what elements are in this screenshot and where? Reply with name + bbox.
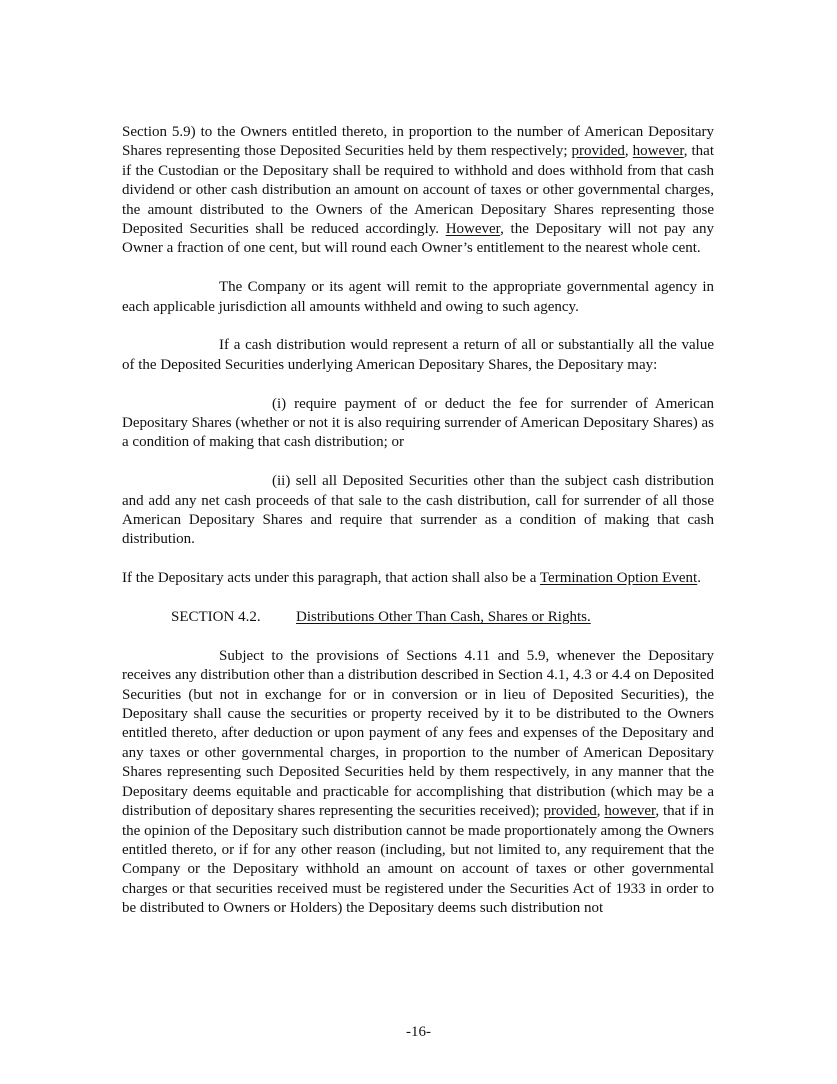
text-run: .: [697, 570, 701, 587]
text-run: If the Depositary acts under this paragraph, that action shall also be a: [122, 570, 540, 587]
underlined-provided: provided: [543, 803, 597, 820]
text-run: ,: [596, 803, 605, 820]
text-run: , that if the Custodian or the Depositary shall be required to withhold and does withhold from that cash dividend or other cash distribution an amount on account of taxes or other governmental charges, the amount distributed to the Owners of the American Depositary Shares representing those Deposited Securities shall be reduced accordingly.: [122, 143, 714, 238]
text-run: ,: [624, 143, 633, 160]
document-page: [122, 123, 714, 938]
paragraph-remit-withheld: The Company or its agent will remit to the appropriate governmental agency in each applicable jurisdiction all amounts withheld and owing to such agency.: [122, 279, 714, 315]
paragraph-clause-ii: (ii) sell all Deposited Securities other than the subject cash distribution and add any net cash proceeds of that sale to the cash distribution, call for surrender of all those American Depositary Shares and require that surrender as a condition of making that cash distribution.: [122, 473, 714, 548]
section-number: SECTION 4.2.: [171, 609, 261, 626]
paragraph-cash-distribution-withholding: [122, 123, 714, 259]
paragraph-termination-option: [122, 569, 714, 588]
underlined-however: however: [632, 143, 684, 160]
section-title: Distributions Other Than Cash, Shares or Rights.: [296, 609, 591, 626]
underlined-however: however: [604, 803, 656, 820]
section-heading: [122, 608, 714, 627]
paragraph-other-distributions: [122, 647, 714, 919]
text-run: Section 5.9) to the Owners entitled thereto, in proportion to the number of American Depositary Shares representing those Deposited Securities held by them respectively;: [122, 124, 714, 160]
text-run: , the Depositary will not pay any Owner a fraction of one cent, but will round each Owner’s entitlement to the nearest whole cent.: [122, 221, 714, 257]
page-number: -16-: [406, 1024, 431, 1040]
underlined-provided: provided: [571, 143, 625, 160]
termination-option-event-term: Termination Option Event: [539, 570, 698, 587]
paragraph-return-of-value: If a cash distribution would represent a return of all or substantially all the value of the Deposited Securities underlying American Depositary Shares, the Depositary may:: [122, 337, 714, 373]
text-run: Subject to the provisions of Sections 4.11 and 5.9, whenever the Depositary receives any distribution other than a distribution described in Section 4.1, 4.3 or 4.4 on Deposited Securities (but not in exchange for or in conversion or in lieu of Deposited Securities), the Depositary shall cause the securities or property received by it to be distributed to the Owners entitled thereto, after deduction or upon payment of any fees and expenses of the Depositary and any taxes or other governmental charges, in proportion to the number of American Depositary Shares representing such Deposited Securities held by them respectively, in any manner that the Depositary deems equitable and practicable for accomplishing that distribution (which may be a distribution of depositary shares representing the securities received);: [122, 647, 714, 820]
paragraph-clause-i: (i) require payment of or deduct the fee for surrender of American Depositary Shares (whether or not it is also requiring surrender of American Depositary Shares) as a condition of making that cash distribution; or: [122, 395, 714, 451]
underlined-however-capital: However: [445, 221, 501, 238]
text-run: , that if in the opinion of the Depositary such distribution cannot be made proportionately among the Owners entitled thereto, or if for any other reason (including, but not limited to, any requirement that the Company or the Depositary withhold an amount on account of taxes or other governmental charges or that securities received must be registered under the Securities Act of 1933 in order to be distributed to Owners or Holders) the Depositary deems such distribution not: [122, 803, 715, 917]
